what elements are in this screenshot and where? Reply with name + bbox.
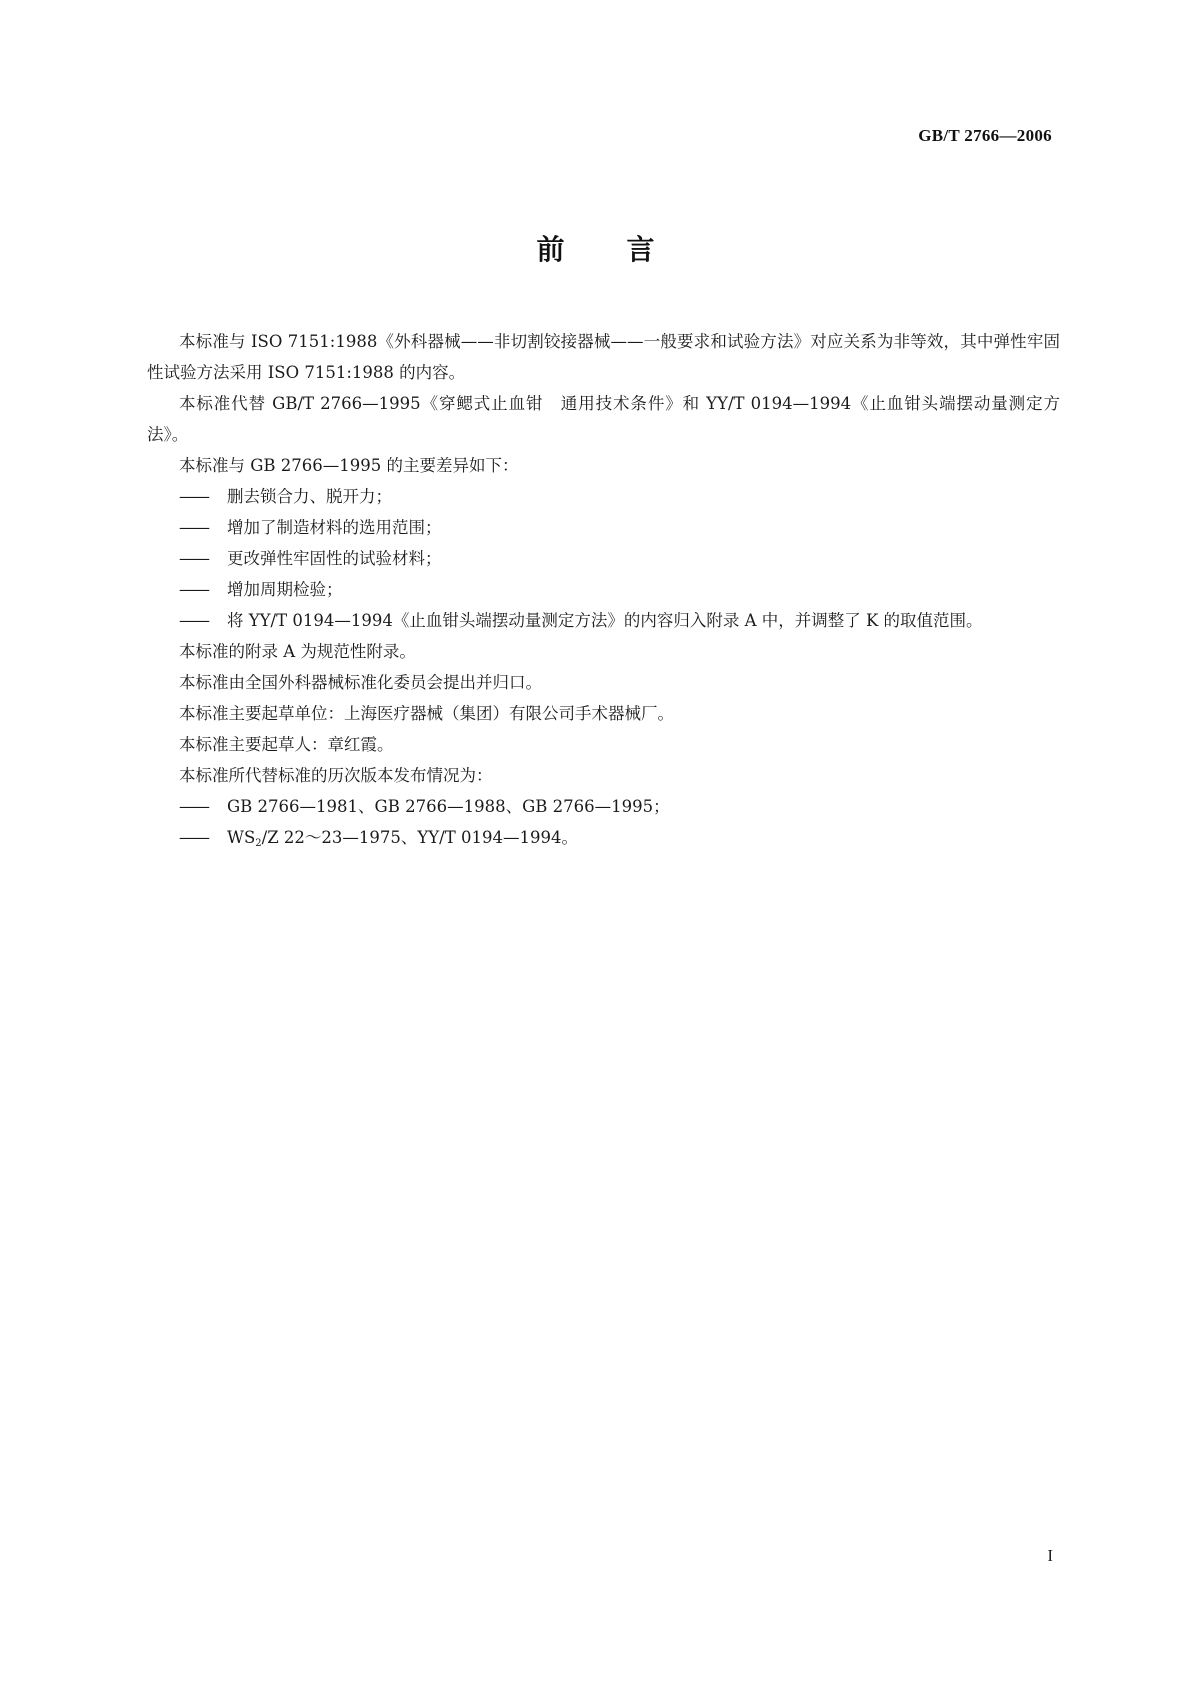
dash-marker: ——	[179, 487, 208, 506]
paragraph-history-intro: 本标准所代替标准的历次版本发布情况为：	[179, 766, 493, 785]
dash-marker: ——	[179, 580, 208, 599]
foreword-body	[147, 326, 1060, 859]
dash-marker: ——	[179, 549, 208, 568]
standard-code: GB/T 2766—2006	[918, 126, 1052, 145]
dash-marker: ——	[179, 518, 208, 537]
difference-text: 将 YY/T 0194—1994《止血钳头端摆动量测定方法》的内容归入附录 A 中，并调整了 K 的取值范围。	[227, 611, 983, 630]
title-char-2: 言	[626, 233, 655, 266]
difference-item	[147, 481, 1060, 512]
difference-item	[147, 543, 1060, 574]
difference-text: 增加了制造材料的选用范围；	[227, 518, 442, 537]
difference-text: 更改弹性牢固性的试验材料；	[227, 549, 442, 568]
paragraph-annex: 本标准的附录 A 为规范性附录。	[179, 642, 416, 661]
history-subscript: 2	[255, 838, 262, 849]
paragraph-proposer: 本标准由全国外科器械标准化委员会提出并归口。	[179, 673, 542, 692]
page-title	[0, 228, 1191, 268]
difference-item	[147, 512, 1060, 543]
page-number: I	[1047, 1546, 1053, 1565]
dash-marker: ——	[179, 828, 208, 847]
dash-marker: ——	[179, 797, 208, 816]
history-item	[147, 822, 1060, 859]
difference-item	[147, 605, 1060, 636]
history-text: GB 2766—1981、GB 2766—1988、GB 2766—1995；	[227, 797, 670, 816]
difference-text: 删去锁合力、脱开力；	[227, 487, 392, 506]
history-item	[147, 791, 1060, 822]
history-text-suffix: /Z 22～23—1975、YY/T 0194—1994。	[261, 828, 578, 847]
paragraph-correspondence: 本标准与 ISO 7151:1988《外科器械——非切割铰接器械——一般要求和试验方法》对应关系为非等效，其中弹性牢固性试验方法采用 ISO 7151:1988 的内容。	[147, 332, 1060, 382]
title-char-1: 前	[536, 233, 565, 266]
paragraph-drafting-unit: 本标准主要起草单位：上海医疗器械（集团）有限公司手术器械厂。	[179, 704, 674, 723]
difference-item	[147, 574, 1060, 605]
history-text-prefix: WS	[227, 828, 256, 847]
dash-marker: ——	[179, 611, 208, 630]
paragraph-replaces: 本标准代替 GB/T 2766—1995《穿鳃式止血钳 通用技术条件》和 YY/T 0194—1994《止血钳头端摆动量测定方法》。	[147, 394, 1060, 444]
paragraph-drafter: 本标准主要起草人：章红霞。	[179, 735, 394, 754]
difference-text: 增加周期检验；	[227, 580, 343, 599]
paragraph-differences-intro: 本标准与 GB 2766—1995 的主要差异如下：	[179, 456, 519, 475]
